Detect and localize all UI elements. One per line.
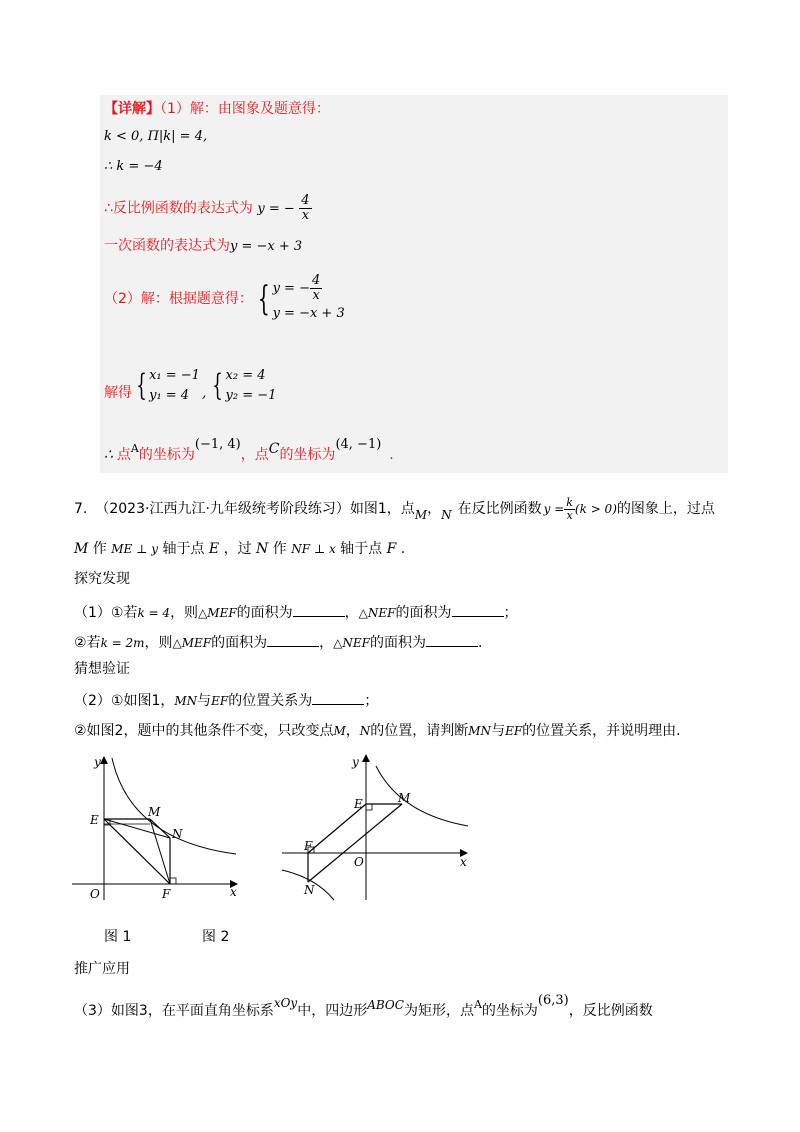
inverse-num: 4 <box>301 193 310 208</box>
eq3-c: 的坐标为 <box>481 1003 538 1019</box>
solve-line <box>104 358 276 406</box>
gq2-c: 的位置关系，并说明理由. <box>522 723 681 739</box>
sol1-y: y₁ = 4 <box>149 388 190 403</box>
condition-line: k < 0, П|k| = 4, <box>104 129 208 144</box>
point-N: N <box>441 508 452 522</box>
line2-N: N <box>256 541 269 557</box>
gq2-b: 与 <box>491 723 506 739</box>
eq3-d: ，反比例函数 <box>568 1003 653 1019</box>
solution-header <box>104 100 330 118</box>
gq2-M: M <box>333 724 346 738</box>
brace-icon: { <box>136 368 147 403</box>
gq2-sep: ， <box>345 723 360 739</box>
eq2-b: 的面积为 <box>211 635 268 651</box>
eq1-k: k = 4 <box>137 606 171 620</box>
gq2-prefix: ②如图2，题中的其他条件不变，只改变点 <box>74 723 334 739</box>
solution-1 <box>132 366 200 406</box>
label-F: F <box>162 887 171 901</box>
inverse-prefix: ∴反比例函数的表达式为 <box>104 200 253 217</box>
sys1-fraction <box>310 274 322 303</box>
answer-blank[interactable] <box>267 632 319 647</box>
concl-comma: ，点 <box>240 447 269 463</box>
func-lhs: y = <box>543 502 565 516</box>
hyperbola-branch-1 <box>376 766 468 826</box>
figure-1-caption: 图 1 <box>104 929 132 945</box>
func-num: k <box>566 495 573 509</box>
label-O: O <box>90 887 100 901</box>
eq3-xOy: xOy <box>273 996 298 1010</box>
header-bracket: 【详解】 <box>104 101 160 117</box>
gq2-MN: MN <box>468 724 492 738</box>
concl-point-text: 点 <box>116 447 131 463</box>
eq3-prefix: （3）如图3，在平面直角坐标系 <box>74 1003 274 1019</box>
figure-2-caption: 图 2 <box>202 929 230 945</box>
eq1-end: ； <box>503 605 518 621</box>
eq2-c: ， <box>319 635 334 651</box>
point-M: M <box>414 508 428 522</box>
label-M: M <box>148 805 161 819</box>
gq1-a: 与 <box>197 693 212 709</box>
eq3-ABOC: ABOC <box>367 998 404 1012</box>
eq3-coord: (6,3) <box>537 993 569 1008</box>
solve-prefix: 解得 <box>104 385 132 401</box>
therefore-symbol: ∴ <box>104 447 113 463</box>
inverse-fraction <box>299 194 311 223</box>
gq1-prefix: （2）①如图1， <box>74 693 175 709</box>
part2-line <box>104 268 345 330</box>
label-x: x <box>460 855 467 869</box>
linear-expr: y = −x + 3 <box>230 239 303 254</box>
sys1-den: x <box>312 287 320 303</box>
eq2-end: . <box>477 635 483 651</box>
guess-q2 <box>74 722 681 740</box>
line2-end: . <box>400 541 406 557</box>
section-explore-title: 探究发现 <box>74 571 130 587</box>
line2-M: M <box>74 541 89 557</box>
point-A-label: A <box>130 442 139 455</box>
gq2-EF: EF <box>505 724 523 738</box>
problem-text-a: 在反比例函数 <box>457 501 542 517</box>
section-extend-title: 推广应用 <box>74 961 130 977</box>
label-M: M <box>398 791 411 805</box>
sol2-y: y₂ = −1 <box>225 388 277 403</box>
func-cond: (k > 0) <box>574 502 617 516</box>
solution-2 <box>208 366 276 406</box>
line2-c: ，过 <box>223 541 252 557</box>
sol2-x: x₂ = 4 <box>225 368 266 383</box>
label-O: O <box>354 855 364 869</box>
eq1-prefix: （1）①若 <box>74 605 138 621</box>
equation-system <box>253 274 345 325</box>
problem-number: 7. <box>74 501 88 517</box>
problem-text-b: 的图象上，过点 <box>616 501 715 517</box>
eq2-a: ，则 <box>144 635 173 651</box>
label-N: N <box>304 883 315 897</box>
line2-a: 作 <box>92 541 107 557</box>
point-C-label: C <box>268 441 280 457</box>
part2-title: （2）解：根据题意得： <box>104 291 253 307</box>
line2-ME: ME ⊥ y <box>111 542 158 556</box>
therefore-k-line: ∴ k = −4 <box>104 159 163 174</box>
line2-NF: NF ⊥ x <box>291 542 336 556</box>
label-y: y <box>94 755 101 769</box>
solution-comma: , <box>201 385 207 401</box>
answer-blank[interactable] <box>426 632 478 647</box>
brace-icon: { <box>257 279 270 319</box>
eq1-c: ， <box>344 605 359 621</box>
label-N: N <box>172 827 183 841</box>
eq1-d: 的面积为 <box>395 605 452 621</box>
linear-prefix: 一次函数的表达式为 <box>104 238 230 254</box>
eq2-prefix: ②若 <box>74 635 101 651</box>
concl-coord-label: 的坐标为 <box>138 447 195 463</box>
part1-title: （1）解：由图象及题意得： <box>160 101 330 117</box>
label-F: F <box>304 839 313 853</box>
concl-period: . <box>389 447 394 463</box>
eq1-a: ，则 <box>170 605 199 621</box>
eq2-k: k = 2m <box>100 636 145 650</box>
label-E: E <box>354 797 363 811</box>
right-angle-mark-E <box>366 804 372 810</box>
line2-F: F <box>386 541 397 557</box>
line2-E: E <box>208 541 220 557</box>
conclusion-line <box>104 437 394 464</box>
label-y: y <box>352 755 359 769</box>
point-C-coord: (4, −1) <box>335 437 382 452</box>
line2-b: 轴于点 <box>162 541 205 557</box>
eq2-d: 的面积为 <box>369 635 426 651</box>
func-fraction <box>564 497 575 522</box>
problem-source: （2023·江西九江·九年级统考阶段练习）如图1，点 <box>95 501 415 517</box>
eq1-tri1: △MEF <box>198 606 237 620</box>
gq1-MN: MN <box>174 694 198 708</box>
eq3-a: 中，四边形 <box>297 1003 368 1019</box>
segment-EF <box>308 804 366 853</box>
concl-C-label: 的坐标为 <box>279 447 336 463</box>
sys1-num: 4 <box>311 272 321 288</box>
linear-function-line <box>104 237 302 256</box>
brace-icon: { <box>212 368 224 403</box>
problem7-line2 <box>74 540 405 558</box>
inverse-function-line <box>104 194 312 223</box>
sys1-lhs: y = − <box>272 280 310 296</box>
answer-blank[interactable] <box>293 602 345 617</box>
figure-2 <box>278 752 478 902</box>
inverse-lhs: y = − <box>257 201 295 217</box>
sol1-x: x₁ = −1 <box>149 368 200 383</box>
label-E: E <box>90 813 99 827</box>
gq2-N: N <box>359 724 371 738</box>
line2-d: 作 <box>272 541 287 557</box>
eq1-b: 的面积为 <box>236 605 293 621</box>
eq2-tri2: △NEF <box>333 636 370 650</box>
eq3-A: A <box>473 998 482 1011</box>
gq1-b: 的位置关系为 <box>228 693 313 709</box>
eq1-tri2: △NEF <box>358 606 396 620</box>
point-A-coord: (−1, 4) <box>194 437 241 452</box>
figure-1 <box>68 754 248 904</box>
func-den: x <box>566 508 573 522</box>
explore-q1 <box>74 602 518 622</box>
explore-q2 <box>74 632 482 652</box>
gq1-end: ； <box>364 693 379 709</box>
inverse-den: x <box>301 208 310 223</box>
gq2-a: 的位置，请判断 <box>370 723 469 739</box>
extend-q3 <box>74 990 653 1020</box>
system-line-1 <box>273 274 345 303</box>
eq2-tri1: △MEF <box>172 636 212 650</box>
gq1-EF: EF <box>211 694 229 708</box>
sep: ， <box>427 501 442 517</box>
answer-blank[interactable] <box>312 690 364 705</box>
problem7-line1 <box>74 492 715 526</box>
guess-q1 <box>74 690 378 710</box>
answer-blank[interactable] <box>452 602 504 617</box>
section-guess-title: 猜想验证 <box>74 661 130 677</box>
system-line-2: y = −x + 3 <box>272 305 345 321</box>
line2-e: 轴于点 <box>340 541 383 557</box>
right-angle-mark-F <box>170 878 176 884</box>
eq3-b: 为矩形，点 <box>403 1003 474 1019</box>
segment-MN <box>308 804 402 882</box>
label-x: x <box>230 885 237 899</box>
